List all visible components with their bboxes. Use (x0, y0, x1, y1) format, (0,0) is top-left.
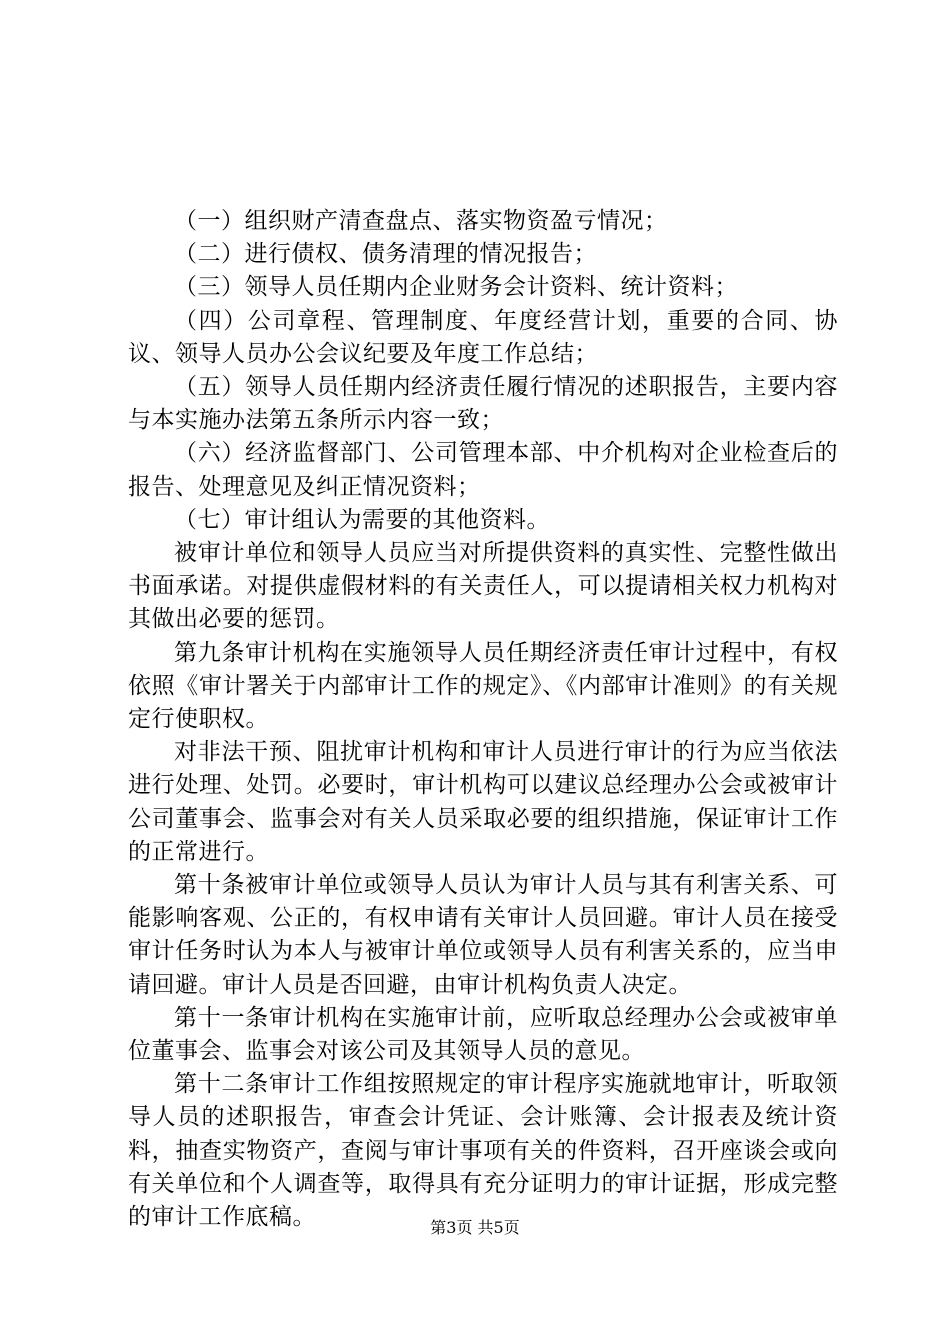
paragraph-item-6: （六）经济监督部门、公司管理本部、中介机构对企业检查后的报告、处理意见及纠正情况资料； (128, 440, 838, 500)
paragraph-interference: 对非法干预、阻扰审计机构和审计人员进行审计的行为应当依法进行处理、处罚。必要时，审计机构可以建议总经理办公会或被审计公司董事会、监事会对有关人员采取必要的组织措施，保证审计工作的正常进行。 (128, 739, 838, 865)
paragraph-item-1: （一）组织财产清查盘点、落实物资盈亏情况； (174, 208, 668, 234)
document-body (128, 205, 838, 1234)
paragraph-item-5: （五）领导人员任期内经济责任履行情况的述职报告，主要内容与本实施办法第五条所示内容一致； (128, 374, 838, 434)
paragraph-item-4: （四）公司章程、管理制度、年度经营计划，重要的合同、协议、领导人员办公会议纪要及年度工作总结； (128, 307, 838, 367)
paragraph-commitment: 被审计单位和领导人员应当对所提供资料的真实性、完整性做出书面承诺。对提供虚假材料的有关责任人，可以提请相关权力机构对其做出必要的惩罚。 (128, 540, 838, 633)
paragraph-article-11: 第十一条审计机构在实施审计前，应听取总经理办公会或被审单位董事会、监事会对该公司及其领导人员的意见。 (128, 1004, 838, 1065)
paragraph-item-7: （七）审计组认为需要的其他资料。 (174, 506, 550, 533)
paragraph-article-9: 第九条审计机构在实施领导人员任期经济责任审计过程中，有权依照《审计署关于内部审计工作的规定》、《内部审计准则》的有关规定行使职权。 (128, 639, 838, 733)
paragraph-item-3: （三）领导人员任期内企业财务会计资料、统计资料； (174, 274, 738, 301)
paragraph-article-10: 第十条被审计单位或领导人员认为审计人员与其有利害关系、可能影响客观、公正的，有权申请有关审计人员回避。审计人员在接受审计任务时认为本人与被审计单位或领导人员有利害关系的，应当申请回避。审计人员是否回避，由审计机构负责人决定。 (128, 872, 838, 998)
page-number-footer: 第3页 共5页 (430, 1218, 520, 1237)
paragraph-article-12: 第十二条审计工作组按照规定的审计程序实施就地审计，听取领导人员的述职报告，审查会计凭证、会计账簿、会计报表及统计资料，抽查实物资产，查阅与审计事项有关的件资料，召开座谈会或向有关单位和个人调查等，取得具有充分证明力的审计证据，形成完整的审计工作底稿。 (128, 1071, 838, 1231)
paragraph-item-2: （二）进行债权、债务清理的情况报告； (174, 241, 597, 268)
